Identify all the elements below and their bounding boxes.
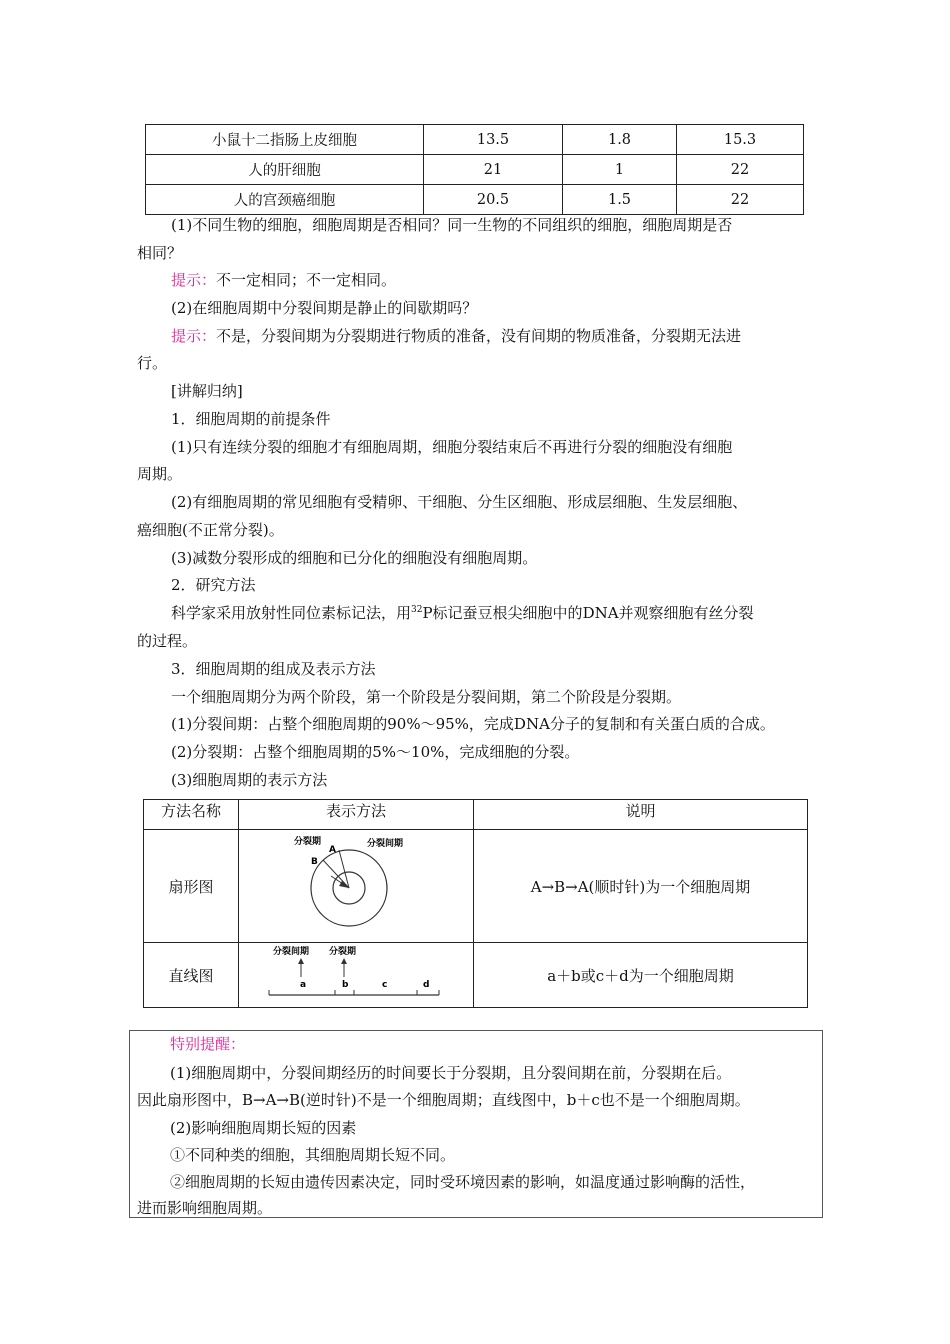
method-text: 科学家采用放射性同位素标记法，用 (171, 604, 412, 622)
table-row (144, 830, 808, 943)
answer-1-text: 不一定相同；不一定相同。 (216, 271, 397, 289)
pie-label-mitosis: 分裂期 (294, 837, 322, 847)
representation-heading: (3)细胞周期的表示方法 (171, 771, 328, 789)
table-header: 方法名称 (144, 800, 239, 830)
reminder-line: 进而影响细胞周期。 (137, 1199, 273, 1217)
pie-label-a: A (329, 845, 336, 855)
answer-2-text: 不是，分裂间期为分裂期进行物质的准备，没有间期的物质准备，分裂期无法进 (216, 327, 742, 345)
table-cell: 1.8 (563, 125, 677, 155)
table-cell: 1.5 (563, 185, 677, 215)
table-cell: 直线图 (144, 943, 239, 1008)
composition-intro: 一个细胞周期分为两个阶段，第一个阶段是分裂间期，第二个阶段是分裂期。 (171, 688, 682, 706)
table-cell: 人的宫颈癌细胞 (146, 185, 424, 215)
question-1-line-2: 相同？ (137, 244, 183, 262)
representation-table (143, 799, 808, 1008)
heading-1: 1．细胞周期的前提条件 (171, 410, 331, 428)
table-header: 说明 (474, 800, 808, 830)
interphase-desc: (1)分裂间期：占整个细胞周期的90%～95%，完成DNA分子的复制和有关蛋白质的合成。 (171, 715, 775, 733)
table-cell: 20.5 (424, 185, 563, 215)
arrow-head (298, 958, 304, 964)
point-1-line-2: 周期。 (137, 465, 183, 483)
line-diagram (239, 943, 473, 1003)
point-1-line-1: (1)只有连续分裂的细胞才有细胞周期，细胞分裂结束后不再进行分裂的细胞没有细胞 (171, 438, 733, 456)
table-cell: 小鼠十二指肠上皮细胞 (146, 125, 424, 155)
heading-2: 2．研究方法 (171, 576, 256, 594)
point-2-line-2: 癌细胞(不正常分裂)。 (137, 521, 284, 539)
pie-label-b: B (311, 857, 318, 867)
reminder-title: 特别提醒： (170, 1035, 246, 1053)
hint-label: 提示： (171, 271, 217, 289)
table-header-row (144, 800, 808, 830)
table-cell: 1 (563, 155, 677, 185)
arrow-head (341, 958, 347, 964)
line-label-mitosis: 分裂期 (329, 947, 357, 957)
reminder-line: ①不同种类的细胞，其细胞周期长短不同。 (170, 1146, 456, 1164)
hint-label: 提示： (171, 327, 217, 345)
method-line-2: 的过程。 (137, 632, 198, 650)
segment-label-c: c (382, 980, 388, 990)
method-line-1 (171, 603, 861, 623)
table-cell: 人的肝细胞 (146, 155, 424, 185)
isotope-superscript: 32 (411, 605, 423, 615)
table-cell: a＋b或c＋d为一个细胞周期 (474, 943, 808, 1008)
pie-label-interphase: 分裂间期 (367, 839, 404, 849)
cell-cycle-data-table (145, 124, 804, 215)
table-cell: 13.5 (424, 125, 563, 155)
table-row (146, 125, 804, 155)
point-2-line-1: (2)有细胞周期的常见细胞有受精卵、干细胞、分生区细胞、形成层细胞、生发层细胞、 (171, 493, 748, 511)
reminder-line: 因此扇形图中，B→A→B(逆时针)不是一个细胞周期；直线图中，b＋c也不是一个细胞周期。 (137, 1091, 750, 1109)
answer-2-line-1 (171, 326, 861, 346)
point-3: (3)减数分裂形成的细胞和已分化的细胞没有细胞周期。 (171, 549, 538, 567)
segment-label-b: b (342, 980, 349, 990)
table-cell: 15.3 (677, 125, 804, 155)
answer-2-line-2: 行。 (137, 354, 168, 372)
table-cell: 22 (677, 185, 804, 215)
table-cell: 21 (424, 155, 563, 185)
method-text: P标记蚕豆根尖细胞中的DNA并观察细胞有丝分裂 (422, 604, 754, 622)
heading-3: 3．细胞周期的组成及表示方法 (171, 660, 376, 678)
table-row (146, 155, 804, 185)
segment-label-d: d (423, 980, 430, 990)
segment-label-a: a (300, 980, 307, 990)
pie-diagram (239, 830, 473, 938)
table-cell: 22 (677, 155, 804, 185)
reminder-line: (1)细胞周期中，分裂间期经历的时间要长于分裂期，且分裂间期在前，分裂期在后。 (170, 1064, 732, 1082)
reminder-line: ②细胞周期的长短由遗传因素决定，同时受环境因素的影响，如温度通过影响酶的活性， (170, 1173, 756, 1191)
special-reminder-box (129, 1030, 823, 1218)
table-header: 表示方法 (239, 800, 474, 830)
table-cell: 扇形图 (144, 830, 239, 943)
pie-diagram-cell (239, 830, 474, 943)
table-cell: A→B→A(顺时针)为一个细胞周期 (474, 830, 808, 943)
line-diagram-cell (239, 943, 474, 1008)
table-row (144, 943, 808, 1008)
section-heading: [讲解归纳] (171, 382, 243, 400)
question-1-line-1: (1)不同生物的细胞，细胞周期是否相同？同一生物的不同组织的细胞，细胞周期是否 (171, 216, 733, 234)
question-2: (2)在细胞周期中分裂间期是静止的间歇期吗？ (171, 299, 478, 317)
line-label-interphase: 分裂间期 (273, 947, 310, 957)
reminder-line: (2)影响细胞周期长短的因素 (170, 1119, 357, 1137)
answer-1 (171, 270, 861, 290)
mitosis-desc: (2)分裂期：占整个细胞周期的5%～10%，完成细胞的分裂。 (171, 743, 580, 761)
table-row (146, 185, 804, 215)
